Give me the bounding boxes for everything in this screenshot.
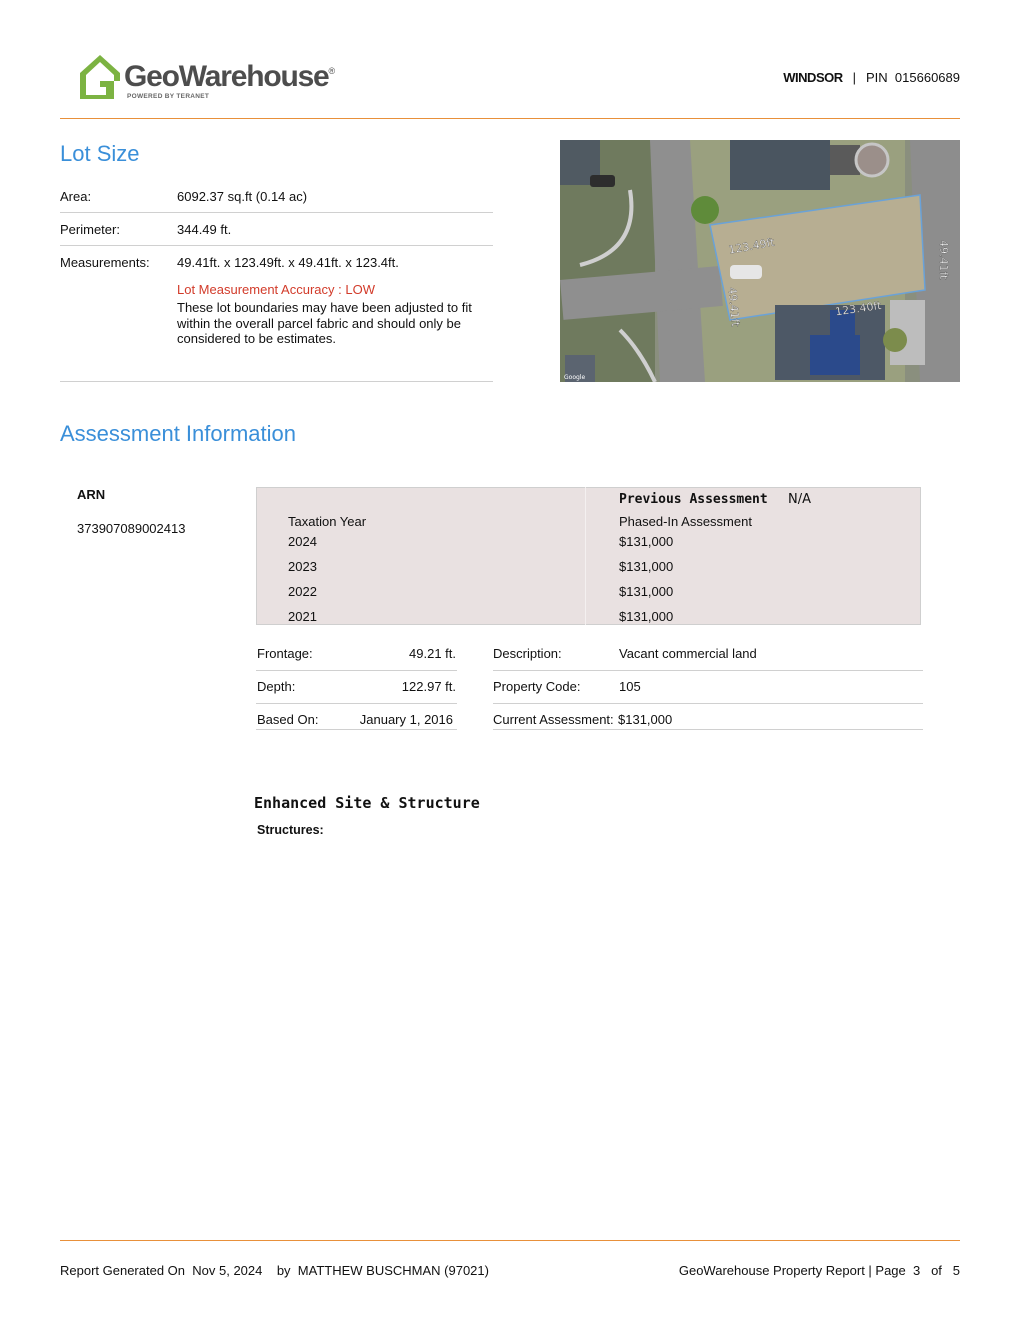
- perimeter-value: 344.49 ft.: [177, 222, 232, 237]
- property-code-value: 105: [619, 679, 641, 694]
- measurements-label: Measurements:: [60, 255, 150, 270]
- assessment-row-value: $131,000: [619, 609, 674, 624]
- divider: [493, 729, 923, 730]
- divider: [60, 245, 493, 246]
- report-title: GeoWarehouse Property Report | Page: [678, 1263, 906, 1278]
- city-name: WINDSOR: [783, 70, 843, 85]
- header-separator: |: [852, 70, 857, 85]
- assessment-row-year: 2023: [288, 559, 317, 574]
- based-on-value: January 1, 2016: [359, 712, 453, 727]
- depth-value: 122.97 ft.: [401, 679, 456, 694]
- based-on-label: Based On:: [257, 712, 319, 727]
- phased-in-header: Phased-In Assessment: [619, 514, 752, 529]
- map-label-right: 49.41ft: [937, 240, 950, 280]
- total-pages: 5: [952, 1263, 960, 1278]
- map-label-top: 123.49ft: [727, 235, 776, 257]
- aerial-map[interactable]: [560, 140, 960, 382]
- generated-label: Report Generated On: [60, 1263, 186, 1278]
- description-value: Vacant commercial land: [619, 646, 757, 661]
- divider: [493, 670, 923, 671]
- enhanced-site-title: Enhanced Site & Structure: [254, 794, 480, 812]
- previous-assessment-label: Previous Assessment: [619, 492, 768, 507]
- divider: [60, 212, 493, 213]
- divider: [256, 670, 457, 671]
- by-label: by: [276, 1263, 291, 1278]
- pin-value: 015660689: [894, 70, 960, 85]
- description-label: Description:: [493, 646, 562, 661]
- property-code-label: Property Code:: [493, 679, 581, 694]
- logo-tagline: POWERED BY TERANET: [127, 93, 210, 100]
- footer-divider: [60, 1240, 960, 1241]
- map-label-left: 49.41ft: [725, 286, 742, 328]
- divider: [493, 703, 923, 704]
- map-label-bottom: 123.40ft: [834, 299, 883, 319]
- assessment-title: Assessment Information: [60, 421, 296, 446]
- measurements-value: 49.41ft. x 123.49ft. x 49.41ft. x 123.4ft.: [177, 255, 399, 270]
- lot-size-title: Lot Size: [60, 141, 140, 166]
- accuracy-warning: Lot Measurement Accuracy : LOW: [177, 282, 375, 297]
- assessment-row-year: 2022: [288, 584, 317, 599]
- report-generated-info: [60, 1263, 489, 1278]
- divider: [256, 703, 457, 704]
- frontage-label: Frontage:: [257, 646, 313, 661]
- frontage-value: 49.21 ft.: [409, 646, 456, 661]
- header-pin-info: [783, 70, 960, 85]
- assessment-table-divider: [585, 487, 586, 625]
- assessment-row-value: $131,000: [619, 584, 674, 599]
- divider: [256, 729, 457, 730]
- area-value: 6092.37 sq.ft (0.14 ac): [177, 189, 308, 204]
- lot-boundary-note: These lot boundaries may have been adjusted to fit within the overall parcel fabric and should only be considered to be estimates.: [177, 300, 472, 346]
- of-label: of: [931, 1263, 942, 1278]
- structures-label: Structures:: [257, 823, 324, 837]
- map-watermark: Google: [564, 374, 586, 381]
- assessment-row-year: 2024: [288, 534, 317, 549]
- divider: [60, 381, 493, 382]
- area-label: Area:: [60, 189, 92, 204]
- generated-user: MATTHEW BUSCHMAN (97021): [297, 1263, 489, 1278]
- header-divider: [60, 118, 960, 119]
- current-assessment-value: $131,000: [618, 712, 673, 727]
- assessment-row-value: $131,000: [619, 559, 674, 574]
- arn-value: 373907089002413: [77, 521, 186, 536]
- assessment-table: [256, 487, 921, 625]
- assessment-row-value: $131,000: [619, 534, 674, 549]
- previous-assessment-value: N/A: [788, 492, 811, 507]
- current-assessment-label: Current Assessment:: [493, 712, 614, 727]
- assessment-row-year: 2021: [288, 609, 317, 624]
- logo-wordmark: GeoWarehouse®: [124, 60, 334, 93]
- geowarehouse-logo-icon: [76, 51, 124, 101]
- page-info: [679, 1263, 960, 1278]
- depth-label: Depth:: [257, 679, 296, 694]
- taxation-year-header: Taxation Year: [288, 514, 367, 529]
- generated-date: Nov 5, 2024: [192, 1263, 263, 1278]
- pin-label: PIN: [866, 70, 888, 85]
- page-number: 3: [913, 1263, 921, 1278]
- perimeter-label: Perimeter:: [60, 222, 120, 237]
- arn-label: ARN: [77, 487, 106, 502]
